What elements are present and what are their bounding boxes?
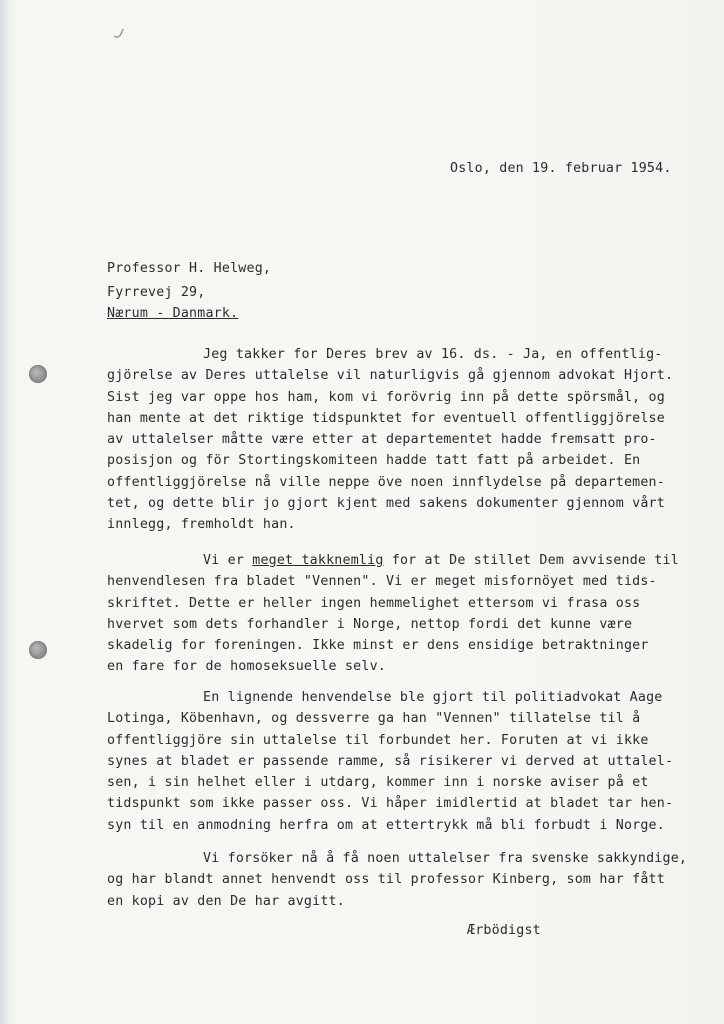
recipient-name: Professor H. Helweg, xyxy=(107,261,272,276)
paragraph-line: posisjon og för Stortingskomiteen hadde tatt fatt på arbeidet. En xyxy=(107,453,641,469)
paragraph-2 xyxy=(107,550,719,678)
paragraph-line: en kopi av den De har avgitt. xyxy=(107,893,345,909)
paragraph-line: En lignende henvendelse ble gjort til politiadvokat Aage xyxy=(203,690,663,705)
paragraph-line: skadelig for foreningen. Ikke minst er dens ensidige betraktninger xyxy=(107,638,649,654)
paragraph-line: han mente at det riktige tidspunktet for eventuell offentliggjörelse xyxy=(107,410,665,426)
paragraph-1 xyxy=(107,344,719,536)
paragraph-line: tidspunkt som ikke passer oss. Vi håper imidlertid at bladet tar hen- xyxy=(107,796,674,812)
closing-salutation: Ærbödigst xyxy=(467,923,541,938)
underlined-phrase: meget takknemlig xyxy=(252,553,384,568)
paragraph-line xyxy=(107,550,719,571)
text-run: Vi er xyxy=(203,553,253,568)
paragraph-line: synes at bladet er passende ramme, så risikerer vi derved at uttalel- xyxy=(107,753,674,769)
paragraph-line: offentliggjöre sin uttalelse til forbundet her. Foruten at vi ikke xyxy=(107,732,649,748)
paragraph-line: tet, og dette blir jo gjort kjent med sakens dokumenter gjennom vårt xyxy=(107,496,665,512)
paragraph-line: og har blandt annet henvendt oss til professor Kinberg, som har fått xyxy=(107,872,665,888)
paragraph-line: hvervet som dets forhandler i Norge, nettop fordi det kunne være xyxy=(107,616,633,632)
paragraph-4 xyxy=(107,848,719,912)
paragraph-line: Lotinga, Köbenhavn, og dessverre ga han "Vennen" tillatelse til å xyxy=(107,711,641,727)
paragraph-line: syn til en anmodning herfra om at ettertrykk må bli forbudt i Norge. xyxy=(107,817,665,833)
text-run: for at De stillet Dem avvisende til xyxy=(383,553,679,568)
paragraph-line: henvendlesen fra bladet "Vennen". Vi er meget misfornöyet med tids- xyxy=(107,574,657,590)
paragraph-3 xyxy=(107,687,719,836)
paragraph-line: offentliggjörelse nå ville neppe öve noen innflydelse på departemen- xyxy=(107,474,665,490)
paragraph-line: sen, i sin helhet eller i utdarg, kommer inn i norske aviser på et xyxy=(107,775,649,791)
punch-hole-top xyxy=(29,365,47,383)
paragraph-line: skriftet. Dette er heller ingen hemmelighet ettersom vi frasa oss xyxy=(107,595,641,611)
paragraph-line: Sist jeg var oppe hos ham, kom vi forövrig inn på dette spörsmål, og xyxy=(107,389,665,405)
recipient-city: Nærum - Danmark. xyxy=(107,306,239,321)
recipient-street: Fyrrevej 29, xyxy=(107,285,206,300)
paragraph-line: av uttalelser måtte være etter at departementet hadde fremsatt pro- xyxy=(107,432,657,448)
pencil-mark xyxy=(112,26,126,40)
punch-hole-bottom xyxy=(29,641,47,659)
paragraph-line: Vi forsöker nå å få noen uttalelser fra svenske sakkyndige, xyxy=(203,851,688,866)
paragraph-line: Jeg takker for Deres brev av 16. ds. - Ja, en offentlig- xyxy=(203,347,663,362)
paper-edge xyxy=(0,0,10,1024)
paragraph-line: gjörelse av Deres uttalelse vil naturligvis gå gjennom advokat Hjort. xyxy=(107,368,674,384)
paragraph-line: innlegg, fremholdt han. xyxy=(107,517,296,533)
letter-date: Oslo, den 19. februar 1954. xyxy=(450,161,672,176)
paragraph-line: en fare for de homoseksuelle selv. xyxy=(107,659,386,675)
